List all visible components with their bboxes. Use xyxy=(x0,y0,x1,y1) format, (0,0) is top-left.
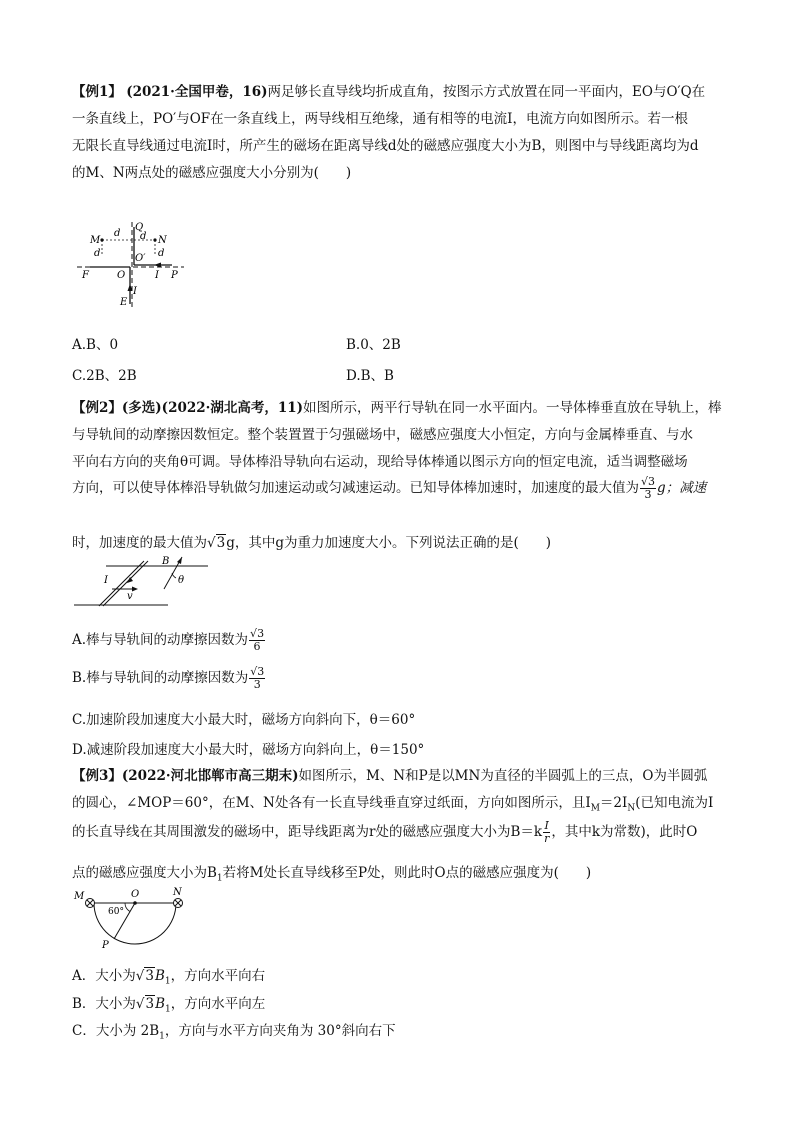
ex3-label-o: O xyxy=(131,889,140,900)
ex1-label-f: F xyxy=(82,270,89,281)
ex3-point-o xyxy=(133,901,137,905)
ex3-text1: 如图所示，M、N和P是以MN为直径的半圆弧上的三点，O为半圆弧 xyxy=(298,768,708,784)
ex3-source: (2022·河北邯郸市高三期末) xyxy=(121,768,299,784)
ex3-line4: 点的磁感应强度大小为$B_1$若将M处长直导线移至P处，则此时O点的磁感应强度为( ) xyxy=(72,865,592,884)
ex1-label-i-right: I xyxy=(155,270,159,281)
ex3-label-n: N xyxy=(173,887,182,898)
ex2-frac-sqrt3-over-3b: $\frac{√3}{3}$ xyxy=(250,665,265,691)
ex3-tag: 【例3】 xyxy=(72,768,122,784)
ex2-line5: 时，加速度的最大值为√3g，其中g为重力加速度大小。下列说法正确的是( ) xyxy=(72,535,552,551)
ex1-label-d3: d xyxy=(94,248,101,259)
ex2-text1: 如图所示，两平行导轨在同一水平面内。一导体棒垂直放在导轨上，棒 xyxy=(303,400,722,416)
ex1-text1: 两足够长直导线均折成直角，按图示方式放置在同一平面内，EO与O′Q在 xyxy=(267,84,706,100)
ex1-label-e: E xyxy=(120,297,128,308)
ex1-label-o: O xyxy=(117,270,126,281)
ex3-line1 xyxy=(72,764,707,784)
ex3-option-c: C．大小为 $2B_1$，方向与水平方向夹角为 30°斜向右下 xyxy=(72,1023,396,1042)
ex1-point-m xyxy=(100,238,103,241)
ex1-line1 xyxy=(72,80,705,100)
ex2-line3: 平向右方向的夹角θ可调。导体棒沿导轨向右运动，现给导体棒通以图示方向的恒定电流，适当调整磁场 xyxy=(72,454,688,470)
ex1-line4: 的M、N两点处的磁感应强度大小分别为( ) xyxy=(72,165,352,181)
ex3-label-m: M xyxy=(74,891,85,902)
ex1-option-a: A.B、0 xyxy=(72,337,119,353)
ex1-tag: 【例1】 xyxy=(72,84,122,100)
ex2-sqrt3: √3 xyxy=(207,535,226,551)
ex2-line1 xyxy=(72,396,722,416)
ex1-label-o2: O′ xyxy=(135,253,146,264)
ex1-option-b: B.0、2B xyxy=(346,337,401,353)
ex2-frac-sqrt3-over-6: $\frac{√3}{6}$ xyxy=(250,627,265,653)
ex2-option-a: A.棒与导轨间的动摩擦因数为 $\frac{√3}{6}$ xyxy=(72,627,265,653)
ex1-line3: 无限长直导线通过电流I时，所产生的磁场在距离导线d处的磁感应强度大小为B，则图中与导线距离均为d xyxy=(72,138,699,154)
ex1-label-n: N xyxy=(158,235,167,246)
ex2-label-i: I xyxy=(104,575,108,586)
ex2-option-b: B.棒与导轨间的动摩擦因数为 $\frac{√3}{3}$ xyxy=(72,665,265,691)
ex2-option-d: D.减速阶段加速度大小最大时，磁场方向斜向上，θ＝150° xyxy=(72,742,425,758)
ex3-option-a: A．大小为$√3B_1$，方向水平向右 xyxy=(72,968,266,987)
ex3-label-angle: 60° xyxy=(108,907,124,917)
ex2-label-b: B xyxy=(162,556,170,567)
ex1-figure xyxy=(72,212,192,312)
ex1-line2: 一条直线上，PO′与OF在一条直线上，两导线相互绝缘，通有相等的电流I，电流方向如图所示。若一根 xyxy=(72,111,688,127)
ex1-point-n xyxy=(153,238,156,241)
ex2-tag: 【例2】 xyxy=(72,400,122,416)
ex1-label-q: Q xyxy=(135,222,144,233)
ex1-label-d1: d xyxy=(114,228,121,239)
ex1-source: (2021·全国甲卷，16) xyxy=(126,84,268,100)
ex1-option-c: C.2B、2B xyxy=(72,368,137,384)
ex1-option-d: D.B、B xyxy=(346,368,394,384)
ex3-figure xyxy=(72,886,192,956)
ex2-source: (多选)(2022·湖北高考，11) xyxy=(121,400,304,416)
ex2-frac-sqrt3-over-3: $\frac{√3}{3}$ xyxy=(641,475,656,501)
ex3-line2: 的圆心，∠MOP＝60°，在M、N处各有一长直导线垂直穿过纸面，方向如图所示，且$I_M=2I_N$(已知电流为I xyxy=(72,795,714,814)
ex3-line3: 的长直导线在其周围激发的磁场中，距导线距离为r处的磁感应强度大小为B＝k $\frac{I}{r}$ ，其中k为常数)，此时O xyxy=(72,819,698,845)
ex1-label-d4: d xyxy=(158,248,165,259)
ex2-line4: 方向，可以使导体棒沿导轨做匀加速运动或匀减速运动。已知导体棒加速时，加速度的最大值为 $\frac{√3}{3}$ g；减速 xyxy=(72,475,707,501)
ex2-figure xyxy=(72,553,212,611)
ex1-label-m: M xyxy=(90,235,101,246)
ex2-label-theta: θ xyxy=(178,575,185,586)
ex2-label-v: v xyxy=(127,591,133,602)
ex1-label-d2: d xyxy=(140,231,147,242)
ex1-label-i-down: I xyxy=(133,286,137,297)
ex2-line2: 与导轨间的动摩擦因数恒定。整个装置置于匀强磁场中，磁感应强度大小恒定，方向与金属棒垂直、与水 xyxy=(72,427,693,443)
ex3-option-b: B．大小为$√3B_1$，方向水平向左 xyxy=(72,996,266,1015)
ex3-frac-i-over-r: $\frac{I}{r}$ xyxy=(544,819,550,845)
ex1-label-p: P xyxy=(171,270,178,281)
ex2-option-c: C.加速阶段加速度大小最大时，磁场方向斜向下，θ＝60° xyxy=(72,712,416,728)
ex3-label-p: P xyxy=(102,940,109,951)
